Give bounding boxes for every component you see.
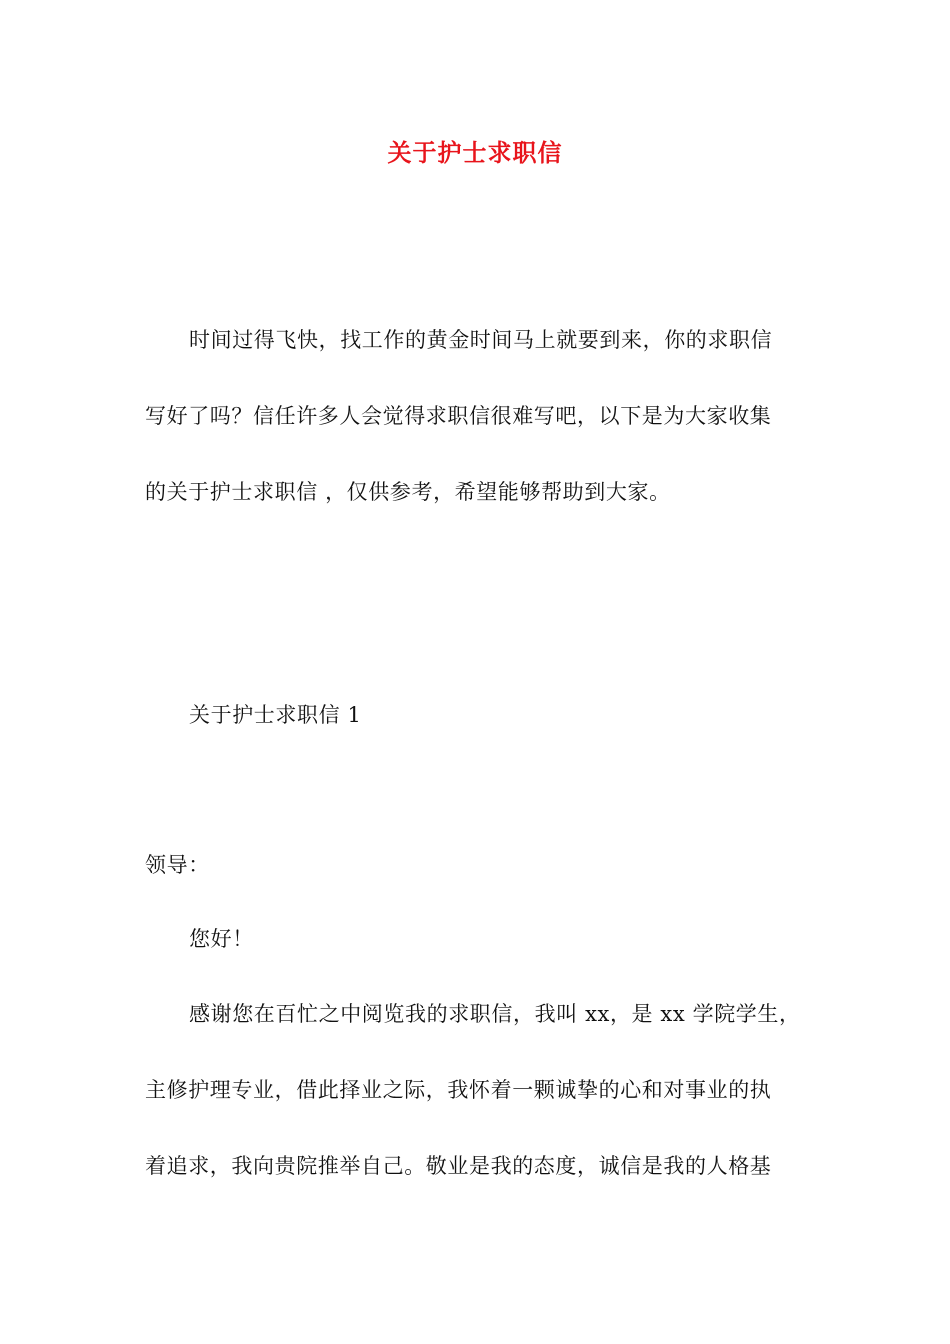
section-heading: 关于护士求职信 1 [189,703,362,727]
body-line-1: 感谢您在百忙之中阅览我的求职信，我叫 xx，是 xx 学院学生， [189,1002,801,1026]
greeting: 您好！ [189,927,254,951]
intro-line-3: 的关于护士求职信 ，仅供参考，希望能够帮助到大家。 [145,480,671,504]
document-title: 关于护士求职信 [387,138,563,167]
intro-line-1: 时间过得飞快，找工作的黄金时间马上就要到来，你的求职信 [189,328,773,352]
body-line-2: 主修护理专业，借此择业之际，我怀着一颗诚挚的心和对事业的执 [145,1078,772,1102]
salutation: 领导： [145,853,210,877]
intro-line-2: 写好了吗？信任许多人会觉得求职信很难写吧，以下是为大家收集 [145,404,772,428]
body-line-3: 着追求，我向贵院推举自己。敬业是我的态度，诚信是我的人格基 [145,1154,772,1178]
